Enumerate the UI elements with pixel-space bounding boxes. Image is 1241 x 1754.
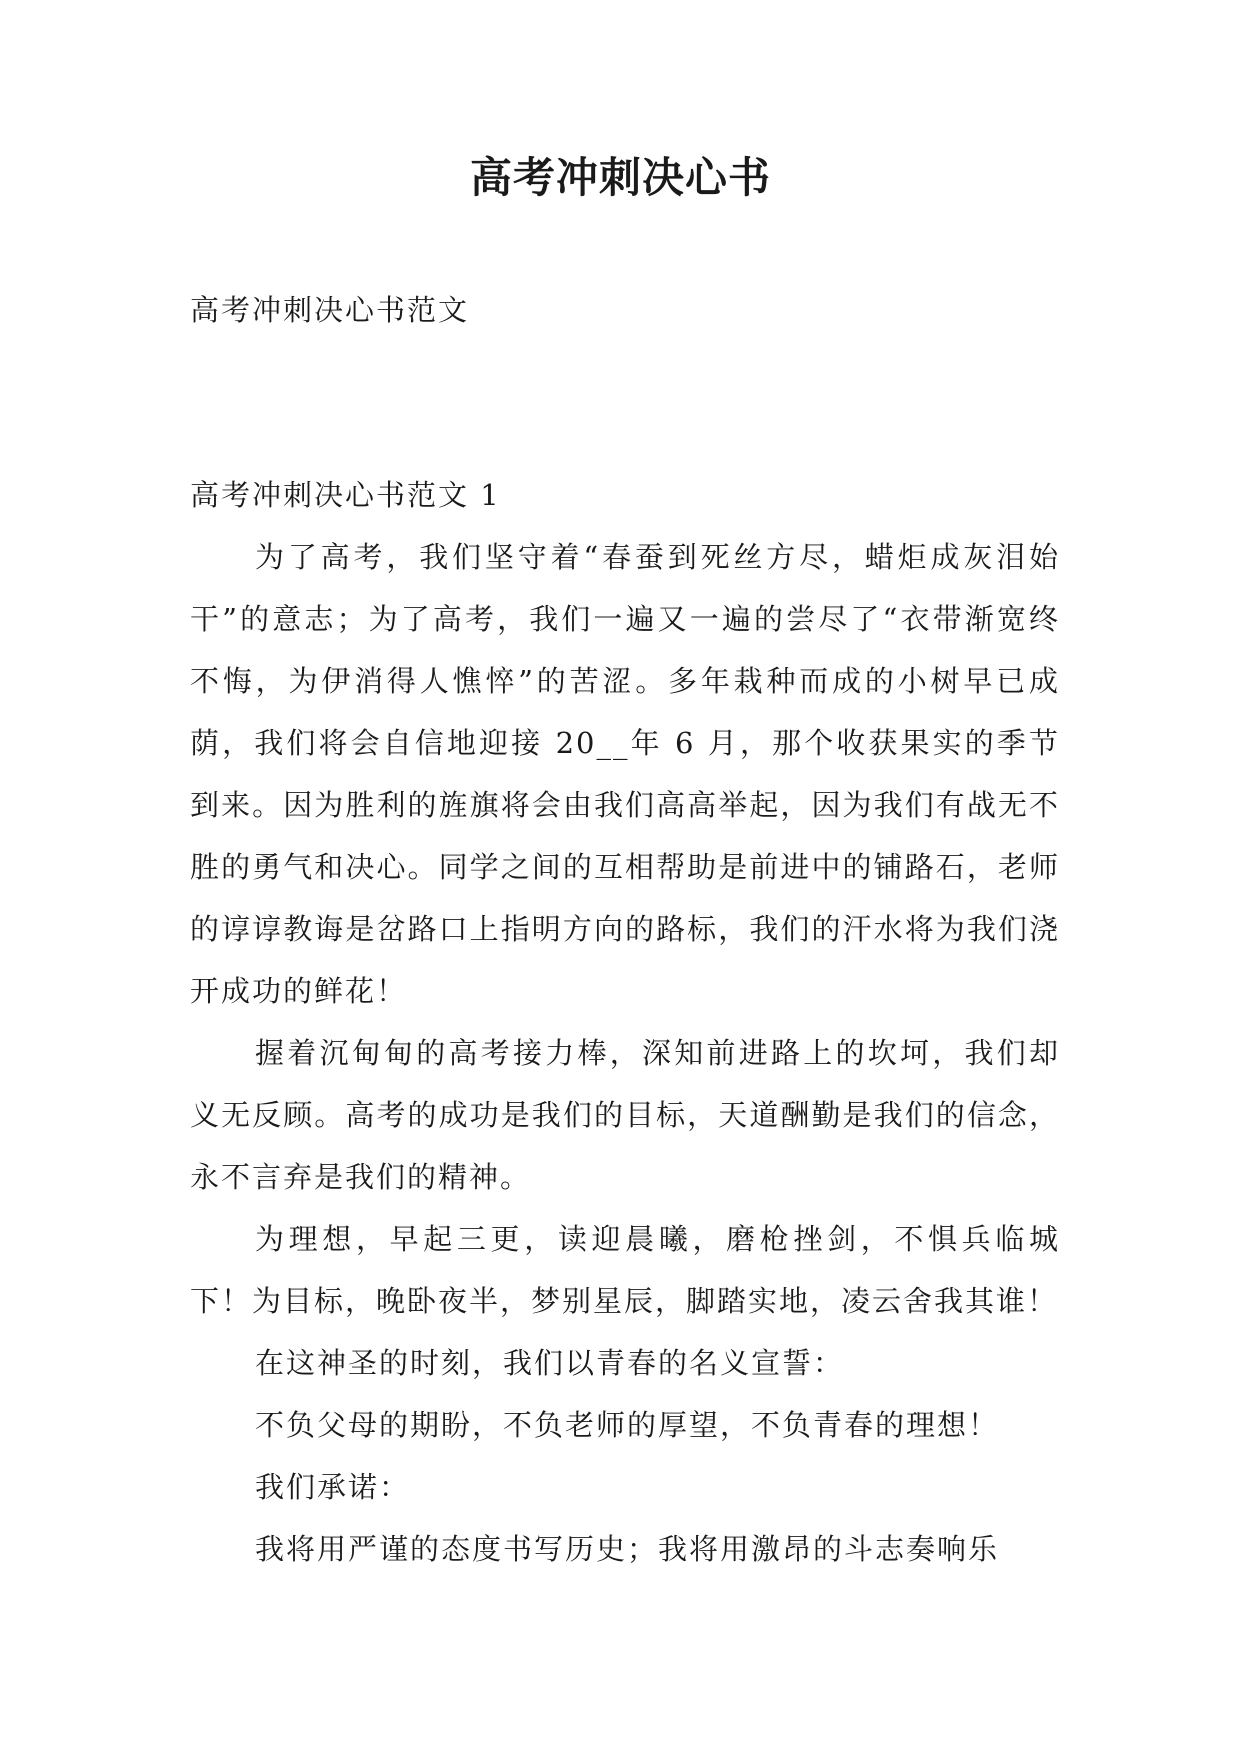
document-subtitle: 高考冲刺决心书范文 xyxy=(190,293,470,327)
paragraph-7: 我将用严谨的态度书写历史；我将用激昂的斗志奏响乐 xyxy=(255,1532,1000,1566)
document-title: 高考冲刺决心书 xyxy=(469,153,771,202)
paragraph-4: 在这神圣的时刻，我们以青春的名义宣誓： xyxy=(255,1346,845,1380)
paragraph-3: 为理想，早起三更，读迎晨曦，磨枪挫剑，不惧兵临城下！为目标，晚卧夜半，梦别星辰，脚踏实地，凌云舍我其谁！ xyxy=(190,1222,1060,1318)
section-heading: 高考冲刺决心书范文 1 xyxy=(190,478,501,512)
paragraph-6: 我们承诺： xyxy=(255,1470,411,1504)
paragraph-2: 握着沉甸甸的高考接力棒，深知前进路上的坎坷，我们却义无反顾。高考的成功是我们的目标，天道酬勤是我们的信念，永不言弃是我们的精神。 xyxy=(190,1036,1060,1194)
paragraph-5: 不负父母的期盼，不负老师的厚望，不负青春的理想！ xyxy=(255,1408,1000,1442)
document-body xyxy=(190,464,1060,1580)
paragraph-1: 为了高考，我们坚守着“春蚕到死丝方尽，蜡炬成灰泪始干”的意志；为了高考，我们一遍又一遍的尝尽了“衣带渐宽终不悔，为伊消得人憔悴”的苦涩。多年栽种而成的小树早已成荫，我们将会自信地迎接 20__年 6 月，那个收获果实的季节到来。因为胜利的旌旗将会由我们高高举起，因为我们有战无不胜的勇气和决心。同学之间的互相帮助是前进中的铺路石，老师的谆谆教诲是岔路口上指明方向的路标，我们的汗水将为我们浇开成功的鲜花！ xyxy=(190,540,1060,1008)
